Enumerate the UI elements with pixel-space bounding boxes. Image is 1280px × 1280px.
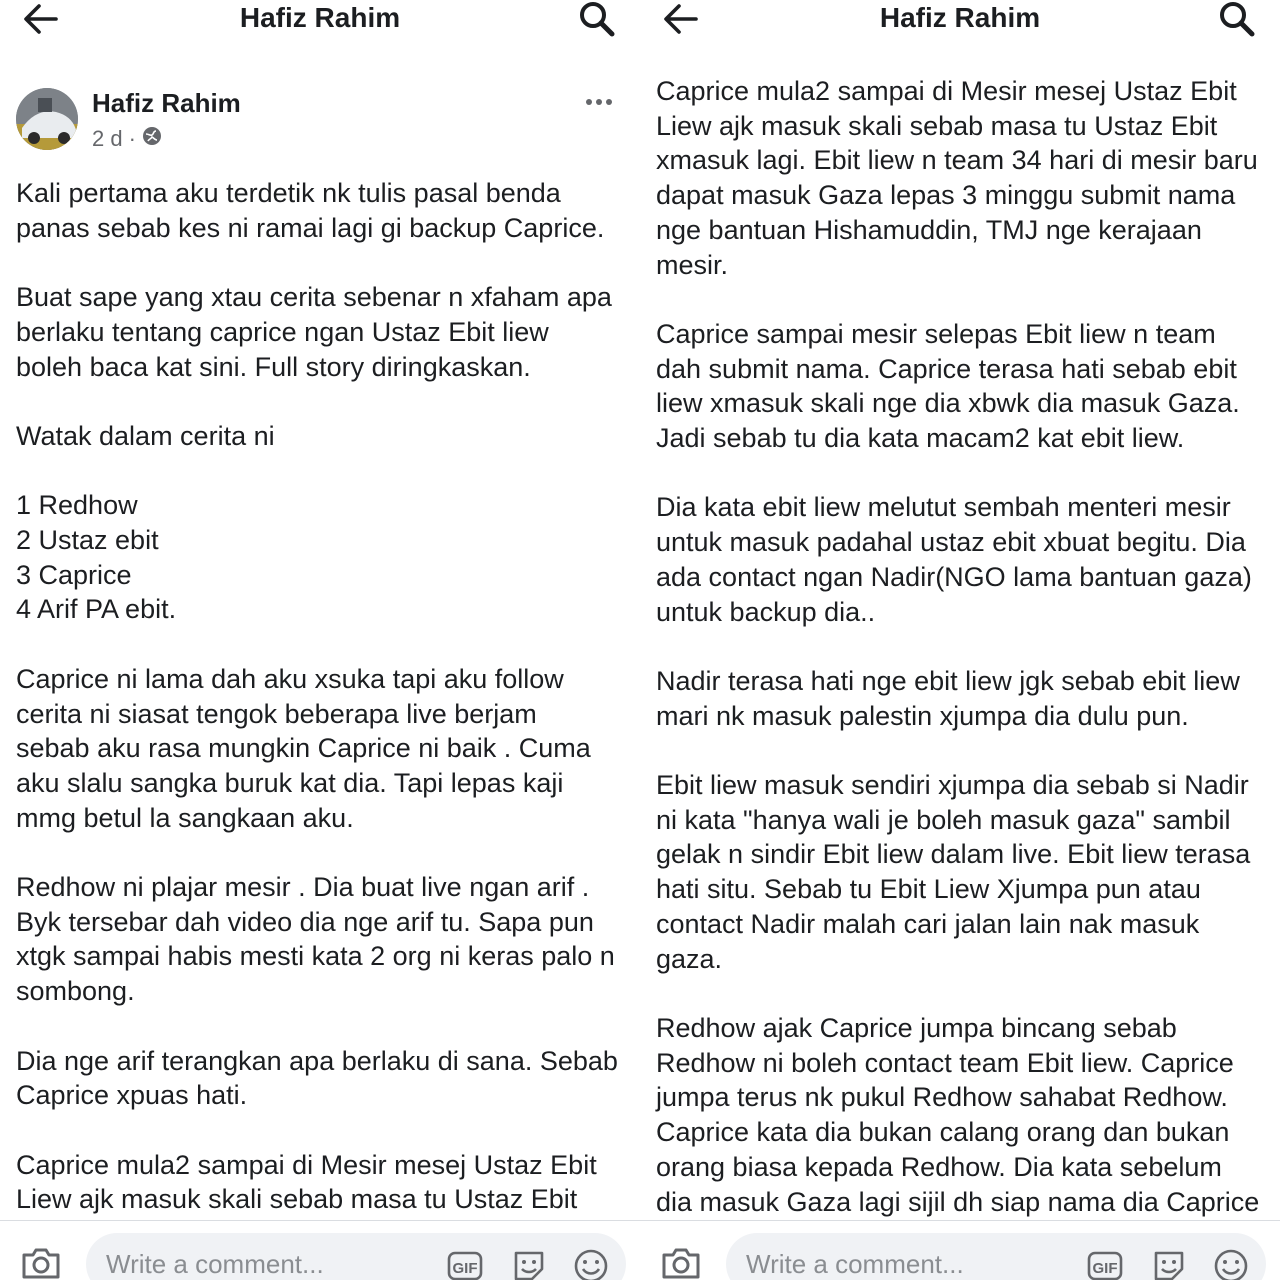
post-text-line: nge bantuan Hishamuddin, TMJ nge kerajaan xyxy=(656,214,1202,245)
post-text-line xyxy=(656,282,1270,317)
post-text-line: berlaku tentang caprice ngan Ustaz Ebit liew xyxy=(16,316,549,347)
post-text-line: liew xmasuk skali nge dia xbwk dia masuk Gaza. xyxy=(656,388,1240,419)
post-text-line xyxy=(16,384,630,419)
emoji-icon[interactable] xyxy=(1212,1247,1250,1280)
post-text-line: xmasuk lagi. Ebit liew n team 34 hari di mesir baru xyxy=(656,145,1258,176)
post-text-line: untuk masuk padahal ustaz ebit xbuat begitu. Dia xyxy=(656,527,1246,558)
post-text-line: sombong. xyxy=(16,976,135,1007)
gif-icon[interactable] xyxy=(446,1247,484,1280)
comment-bar xyxy=(640,1220,1280,1280)
globe-icon xyxy=(142,126,162,152)
post-text-line: orang biasa kepada Redhow. Dia kata sebelum xyxy=(656,1151,1222,1182)
post-text-line: panas sebab kes ni ramai lagi gi backup Caprice. xyxy=(16,212,605,243)
post-text-line: boleh baca kat sini. Full story diringkaskan. xyxy=(16,351,531,382)
post-text-line: Byk tersebar dah video dia nge arif tu. Sapa pun xyxy=(16,906,594,937)
comment-input[interactable] xyxy=(726,1233,1266,1280)
post-text-line: mesir. xyxy=(656,249,729,280)
post-text-line: aku slalu sangka buruk kat dia. Tapi lepas kaji xyxy=(16,767,564,798)
post-text-line: Nadir terasa hati nge ebit liew jgk sebab ebit liew xyxy=(656,665,1240,696)
post-text-line: xtgk sampai habis mesti kata 2 org ni keras palo n xyxy=(16,941,615,972)
post-screen-right xyxy=(640,0,1280,1280)
post-text-line: cerita ni siasat tengok beberapa live berjam xyxy=(16,698,537,729)
post-text-line: Caprice sampai mesir selepas Ebit liew n team xyxy=(656,318,1216,349)
post-text-line: Ebit liew masuk sendiri xjumpa dia sebab si Nadir xyxy=(656,770,1249,801)
post-text-line: Caprice xpuas hati. xyxy=(16,1080,248,1111)
post-text-line: Liew ajk masuk skali sebab masa tu Ustaz Ebit xyxy=(656,110,1218,141)
post-text-line: Redhow ni plajar mesir . Dia buat live ngan arif . xyxy=(16,872,590,903)
gif-icon[interactable] xyxy=(1086,1247,1124,1280)
post-text-line: hati situ. Sebab tu Ebit Liew Xjumpa pun atau xyxy=(656,874,1201,905)
post-meta xyxy=(92,126,162,152)
comment-placeholder: Write a comment... xyxy=(746,1249,964,1279)
search-icon[interactable] xyxy=(578,0,618,38)
post-text-line: Caprice kata dia bukan calang orang dan bukan xyxy=(656,1117,1230,1148)
post-header xyxy=(16,88,624,154)
post-text-line: Liew ajk masuk skali sebab masa tu Ustaz Ebit xyxy=(16,1184,578,1215)
post-text-line xyxy=(656,456,1270,491)
sticker-icon[interactable] xyxy=(510,1247,548,1280)
post-text-line: dapat masuk Gaza lepas 3 minggu submit nama xyxy=(656,180,1236,211)
camera-icon[interactable] xyxy=(20,1245,62,1279)
post-text-line: sebab aku rasa mungkin Caprice ni baik . Cuma xyxy=(16,733,591,764)
post-text-line: contact Nadir malah cari jalan lain nak masuk xyxy=(656,908,1200,939)
post-text-line xyxy=(16,454,630,489)
svg-text:GIF: GIF xyxy=(1092,1260,1118,1277)
more-icon[interactable] xyxy=(584,90,614,110)
post-text-line: gaza. xyxy=(656,943,723,974)
post-text-line: Dia kata ebit liew melutut sembah menteri mesir xyxy=(656,492,1231,523)
sticker-icon[interactable] xyxy=(1150,1247,1188,1280)
post-text-line: Caprice mula2 sampai di Mesir mesej Ustaz Ebit xyxy=(656,76,1237,106)
post-text-line: Redhow ni boleh contact team Ebit liew. Caprice xyxy=(656,1047,1234,1078)
post-text-line: Redhow ajak Caprice jumpa bincang sebab xyxy=(656,1012,1177,1043)
post-text-line: Kali pertama aku terdetik nk tulis pasal benda xyxy=(16,178,561,208)
page-title: Hafiz Rahim xyxy=(879,2,1041,33)
page-title: Hafiz Rahim xyxy=(239,2,401,33)
post-body-continued xyxy=(656,74,1270,1219)
post-text-line: Watak dalam cerita ni xyxy=(16,420,275,451)
post-text-line xyxy=(16,1009,630,1044)
post-text-line: Caprice mula2 sampai di Mesir mesej Ustaz Ebit xyxy=(16,1149,597,1180)
post-body xyxy=(16,176,630,1217)
post-text-line xyxy=(16,835,630,870)
author-name[interactable]: Hafiz Rahim xyxy=(92,88,241,118)
post-text-line xyxy=(16,627,630,662)
meta-dot: · xyxy=(128,126,136,151)
post-text-line: Buat sape yang xtau cerita sebenar n xfaham apa xyxy=(16,282,612,313)
post-text-line: Jadi sebab tu dia kata macam2 kat ebit liew. xyxy=(656,423,1185,454)
post-text-line: 4 Arif PA ebit. xyxy=(16,594,177,625)
post-text-line: untuk backup dia.. xyxy=(656,596,876,627)
emoji-icon[interactable] xyxy=(572,1247,610,1280)
post-text-line xyxy=(656,733,1270,768)
post-text-line: gelak n sindir Ebit liew dalam live. Ebit liew terasa xyxy=(656,839,1251,870)
post-text-line xyxy=(16,245,630,280)
post-text-line xyxy=(656,976,1270,1011)
post-text-line: mmg betul la sangkaan aku. xyxy=(16,802,354,833)
camera-icon[interactable] xyxy=(660,1245,702,1279)
post-text-line xyxy=(16,1113,630,1148)
post-text-line: dia masuk Gaza lagi sijil dh siap nama dia Caprice xyxy=(656,1186,1260,1217)
post-text-line: 3 Caprice xyxy=(16,559,132,590)
search-icon[interactable] xyxy=(1218,0,1258,38)
comment-bar xyxy=(0,1220,640,1280)
post-text-line: ada contact ngan Nadir(NGO lama bantuan gaza) xyxy=(656,561,1252,592)
avatar[interactable] xyxy=(16,88,78,150)
post-text-line: 1 Redhow xyxy=(16,490,138,521)
comment-input[interactable] xyxy=(86,1233,626,1280)
post-text-line: dah submit nama. Caprice terasa hati sebab ebit xyxy=(656,353,1237,384)
comment-placeholder: Write a comment... xyxy=(106,1249,324,1279)
post-text-line xyxy=(656,629,1270,664)
svg-text:GIF: GIF xyxy=(452,1260,478,1277)
post-text-line: ni kata "hanya wali je boleh masuk gaza" sambil xyxy=(656,804,1231,835)
post-time: 2 d xyxy=(92,126,123,151)
post-text-line: jumpa terus nk pukul Redhow sahabat Redhow. xyxy=(656,1082,1228,1113)
post-text-line: Caprice ni lama dah aku xsuka tapi aku follow xyxy=(16,663,564,694)
post-text-line: Dia nge arif terangkan apa berlaku di sana. Sebab xyxy=(16,1045,618,1076)
post-text-line: 2 Ustaz ebit xyxy=(16,525,159,556)
top-bar xyxy=(0,0,640,40)
top-bar xyxy=(640,0,1280,40)
post-text-line: mari nk masuk palestin xjumpa dia dulu pun. xyxy=(656,700,1189,731)
